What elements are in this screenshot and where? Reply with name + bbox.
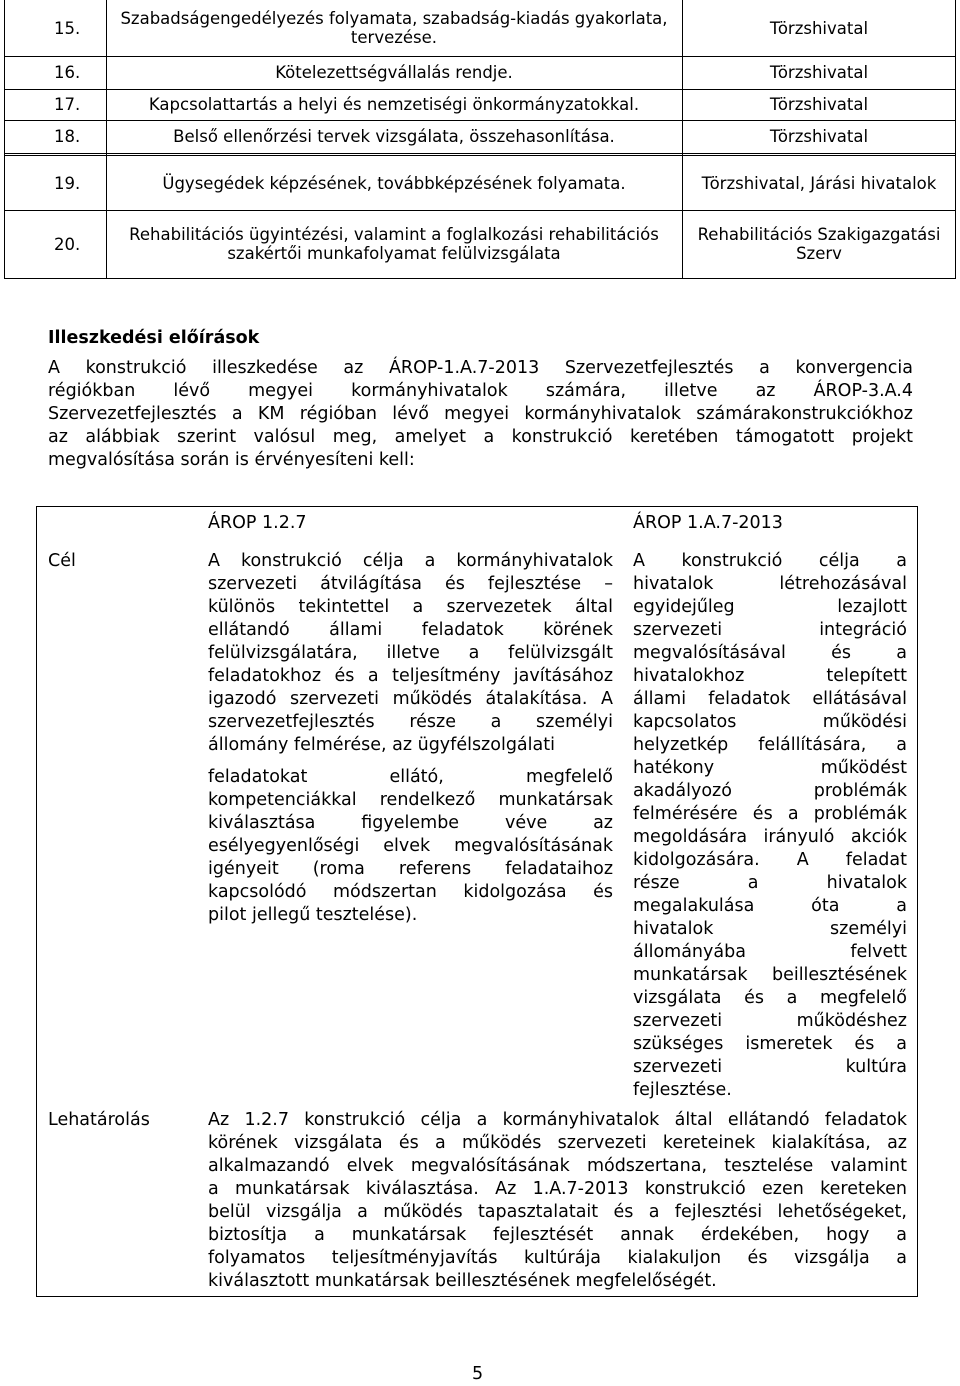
row-owner: Törzshivatal (769, 95, 869, 114)
table-border (955, 0, 956, 279)
cel-arop-127-text: A konstrukció célja a kormányhivatalok szervezeti átvilágítása és fejlesztése – különös tekintettel a szervezetek által ellátandó állami feladatok körének felülvizsgálatára, illetve a felülvizsgált feladatokhoz és a teljesítmény javításához igazodó szervezeti működés átalakítása. A szervezetfejlesztés része a személyi állomány felmérése, az ügyfélszolgálati feladatokat ellátó, megfelelő kompetenciákkal rendelkező munkatársak kiválasztása figyelembe véve az esélyegyenlőségi elvek megvalósításának igényeit (roma referens feladataihoz kapcsolódó módszertan kidolgozása és pilot jellegű tesztelése). (208, 551, 613, 925)
column-header-arop-1a7: ÁROP 1.A.7-2013 (633, 513, 783, 533)
row-number: 15. (54, 18, 81, 38)
table-row (0, 156, 960, 210)
row-task: Belső ellenőrzési tervek vizsgálata, összehasonlítása. (173, 127, 615, 146)
row-number: 16. (54, 63, 81, 82)
table-divider (4, 153, 956, 156)
row-number: 17. (54, 95, 81, 114)
row-owner: Törzshivatal (769, 63, 869, 82)
table-row (0, 56, 960, 89)
table-divider (4, 56, 956, 57)
table-border (682, 0, 683, 279)
row-owner: Törzshivatal (769, 18, 869, 38)
table-divider (4, 210, 956, 211)
page-number: 5 (472, 1364, 484, 1384)
row-label-cel: Cél (48, 551, 76, 571)
table-border (4, 0, 5, 279)
table-row (0, 210, 960, 278)
row-number: 20. (54, 234, 81, 254)
cel-arop-1a7-text: A konstrukció célja a hivatalok létrehozásával egyidejűleg lezajlott szervezeti integráció megvalósításával és a hivatalokhoz telepített állami feladatok ellátásával kapcsolatos működési helyzetkép felállítására, a hatékony működést akadályozó problémák felmérésére és a problémák megoldására irányuló akciók kidolgozására. A feladat része a hivatalok megalakulása óta a hivatalok személyi állományába felvett munkatársak beillesztésének vizsgálata és a megfelelő szervezeti működéshez szükséges ismeretek és a szervezeti kultúra fejlesztése. (633, 551, 907, 1100)
table-divider (4, 120, 956, 121)
table-border (106, 0, 107, 279)
row-task: Kapcsolattartás a helyi és nemzetiségi önkormányzatokkal. (148, 95, 640, 114)
row-task: Szabadságengedélyezés folyamata, szabadság-kiadás gyakorlata, tervezése. (120, 9, 668, 47)
section-heading: Illeszkedési előírások (48, 328, 260, 348)
table-row (0, 89, 960, 120)
lehatarolas-text: Az 1.2.7 konstrukció célja a kormányhivatalok által ellátandó feladatok körének vizsgálata és a működés szervezeti kereteinek kialakítása, az alkalmazandó elvek megvalósításának módszertana, tesztelése valamint a munkatársak kiválasztása. Az 1.A.7-2013 konstrukció ezen kereteken belül vizsgálja a működés tapasztalatait és a fejlesztési lehetőségeket, biztosítja a munkatársak fejlesztését annak érdekében, hogy a folyamatos teljesítményjavítás kultúrája kialakuljon és vizsgálja a kiválasztott munkatársak beillesztésének megfelelőségét. (208, 1110, 907, 1291)
intro-paragraph: A konstrukció illeszkedése az ÁROP-1.A.7-2013 Szervezetfejlesztés a konvergencia régiókban lévő megyei kormányhivatalok számára, illetve az ÁROP-3.A.4 Szervezetfejlesztés a KM régióban lévő megyei kormányhivatalok számárakonstrukciókhoz az alábbiak szerint valósul meg, amelyet a konstrukció keretében támogatott projekt megvalósítása során is érvényesíteni kell: (48, 358, 913, 470)
table-row (0, 0, 960, 56)
row-number: 19. (54, 173, 81, 193)
row-owner: Törzshivatal, Járási hivatalok (701, 173, 937, 193)
row-task: Kötelezettségvállalás rendje. (275, 63, 513, 82)
row-label-lehatarolas: Lehatárolás (48, 1110, 150, 1130)
row-number: 18. (54, 127, 81, 146)
row-owner: Rehabilitációs Szakigazgatási Szerv (697, 225, 941, 263)
table-divider (4, 278, 956, 279)
row-owner: Törzshivatal (769, 127, 869, 146)
row-task: Ügysegédek képzésének, továbbképzésének folyamata. (162, 173, 626, 193)
column-header-arop-127: ÁROP 1.2.7 (208, 513, 307, 533)
row-task: Rehabilitációs ügyintézési, valamint a foglalkozási rehabilitációs szakértői munkafolyamat felülvizsgálata (129, 225, 659, 263)
table-divider (4, 89, 956, 90)
table-row (0, 120, 960, 153)
